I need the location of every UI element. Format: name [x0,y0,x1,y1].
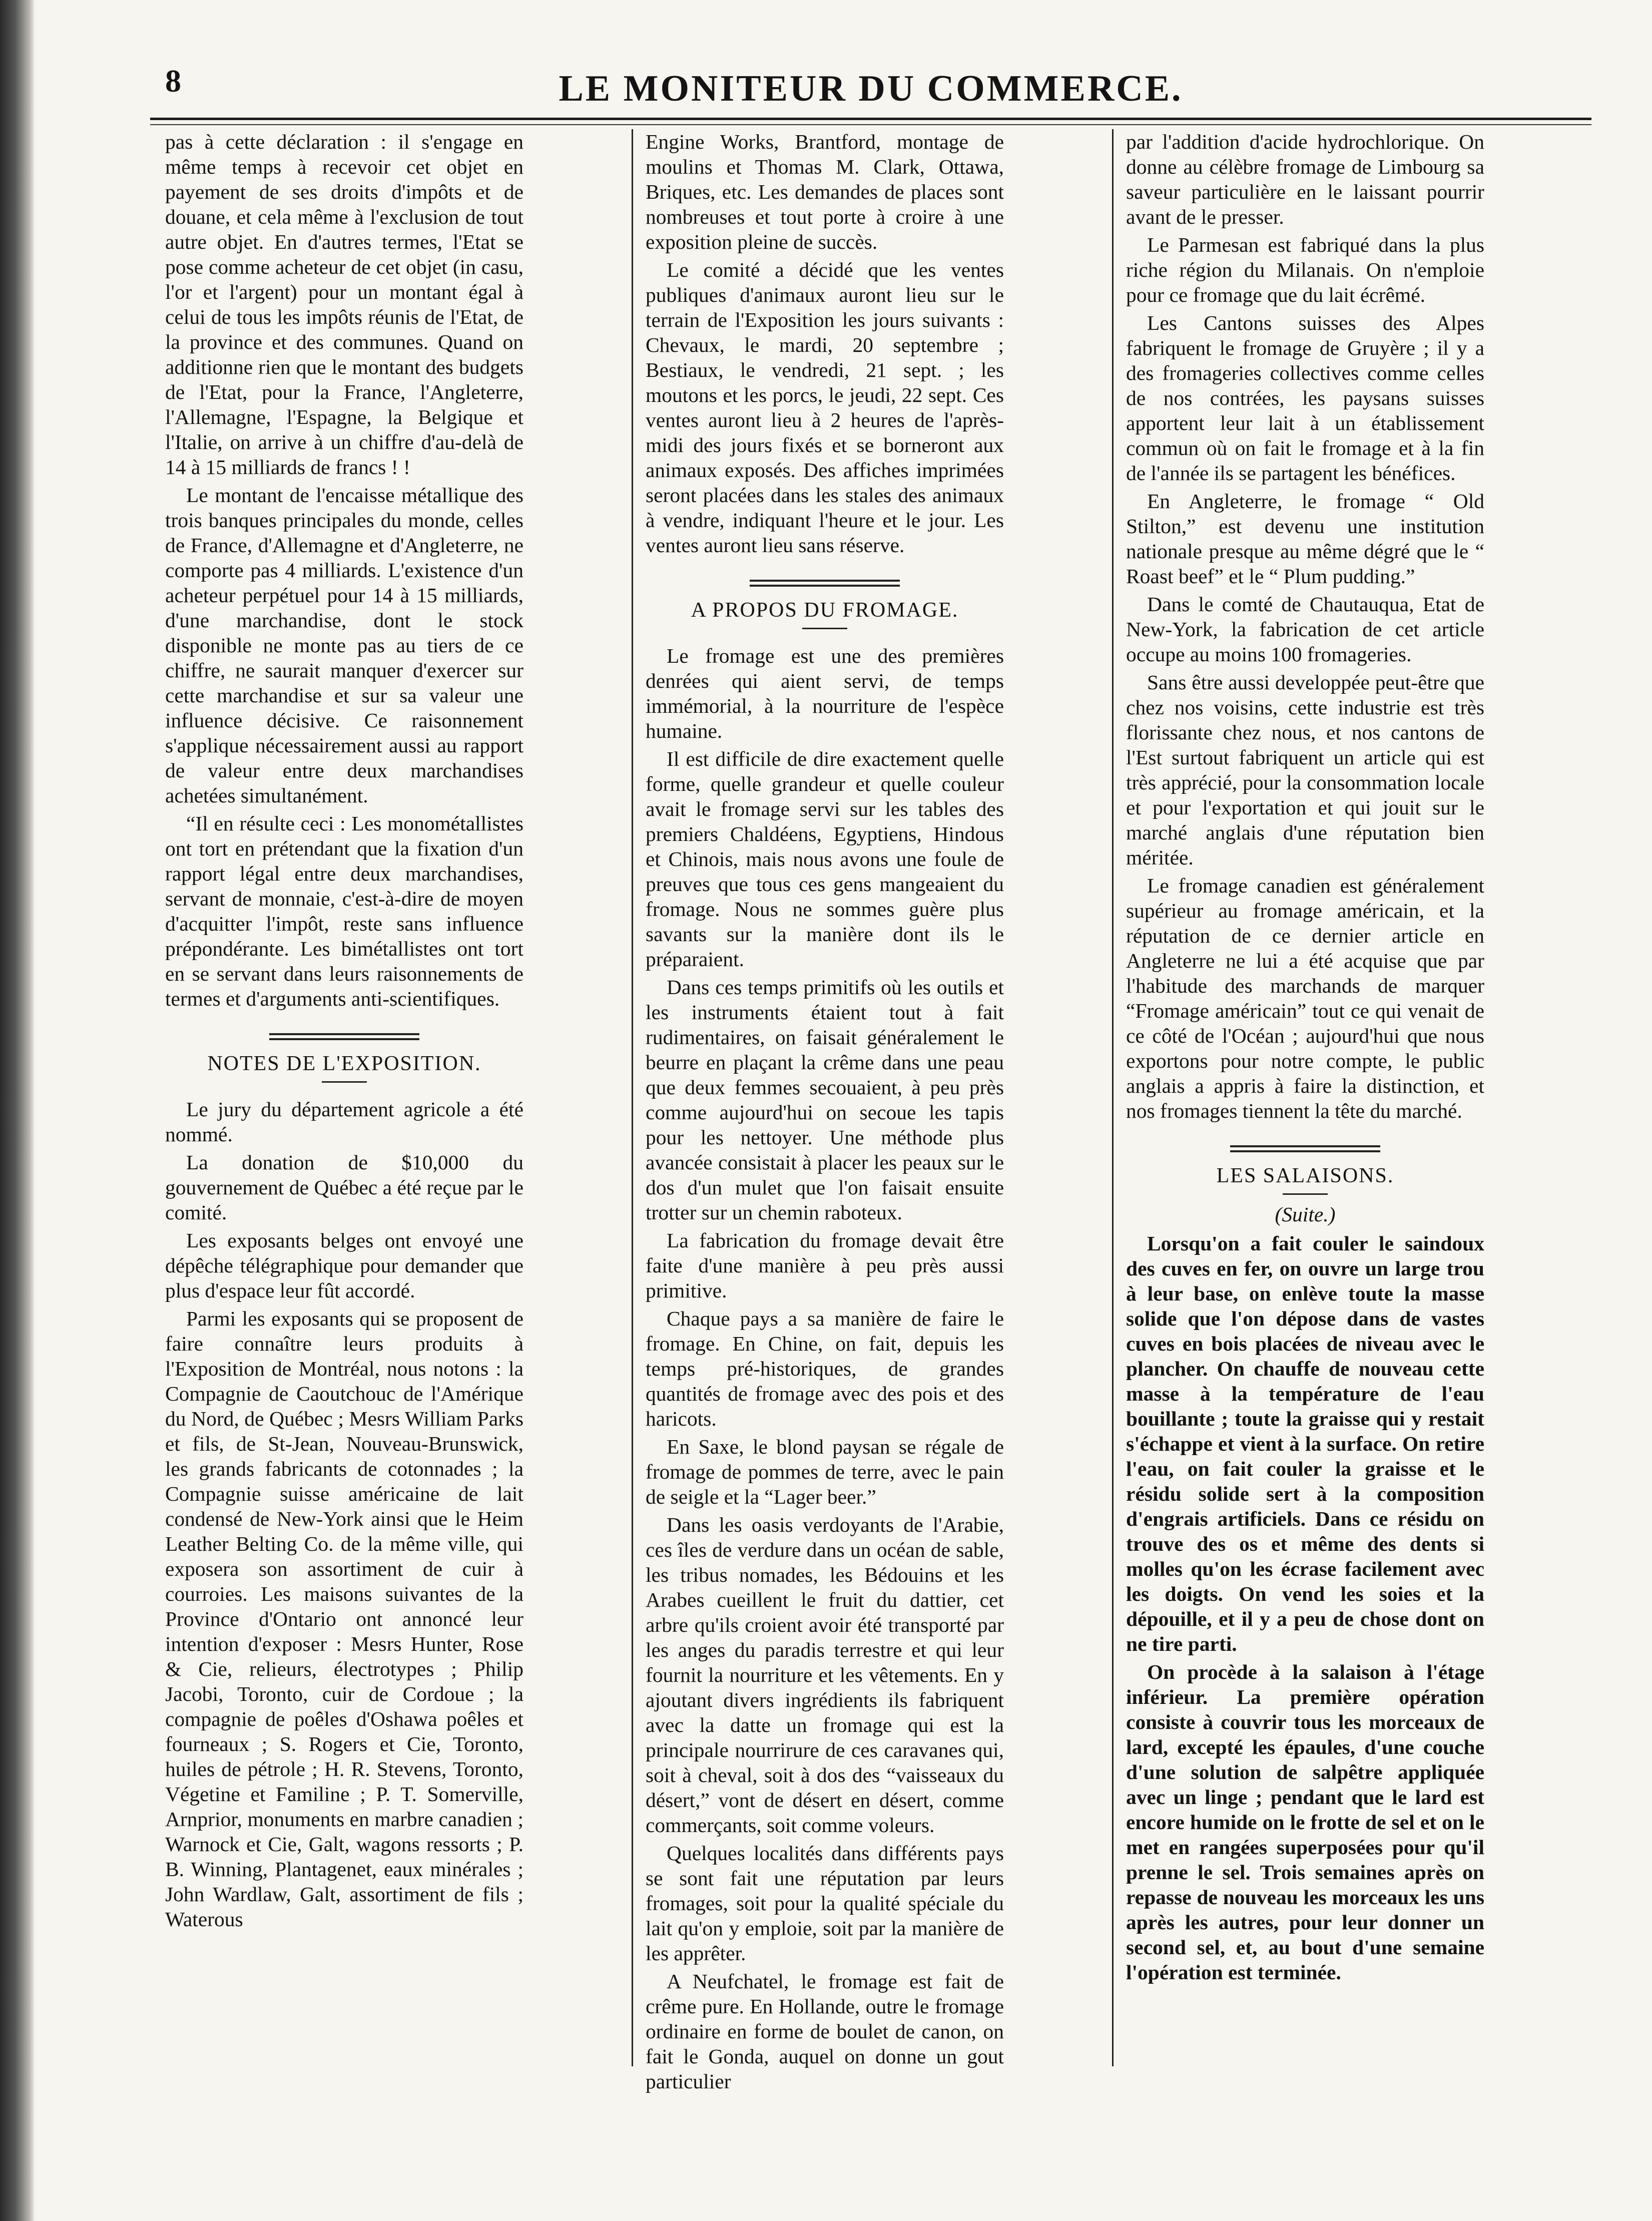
paragraph: En Saxe, le blond paysan se régale de fromage de pommes de terre, avec le pain de seigle et la “Lager beer.” [646,1435,1004,1508]
paragraph: Engine Works, Brantford, montage de moulins et Thomas M. Clark, Ottawa, Briques, etc. Les demandes de places sont nombreuses et tout porte à croire à une exposition pleine de succès. [646,130,1004,253]
paragraph: Le comité a décidé que les ventes publiques d'animaux auront lieu sur le terrain de l'Exposition les jours suivants : Chevaux, le mardi, 20 septembre ; Bestiaux, le vendredi, 21 sept. ; les moutons et les porcs, le jeudi, 22 sept. Ces ventes auront lieu à 2 heures de l'après-midi des jours fixés et se borneront aux animaux exposés. Des affiches imprimées seront placées dans les stales des animaux à vendre, indiquant l'heure et le jour. Les ventes auront lieu sans réserve. [646,258,1004,557]
title-underline [1283,1193,1328,1195]
section-divider [750,580,900,587]
paragraph: Il est difficile de dire exactement quelle forme, quelle grandeur et quelle couleur avait le fromage servi sur les tables des premiers Chaldéens, Egyptiens, Hindous et Chinois, mais nous avons une foule de preuves que tous ces gens mangeaient du fromage. Nous ne sommes guère plus savants sur la manière dont ils le préparaient. [646,747,1004,971]
paragraph: par l'addition d'acide hydrochlorique. On donne au célèbre fromage de Limbourg sa saveur particulière en le laissant pourrir avant de le presser. [1126,130,1484,228]
section-divider [269,1033,419,1040]
page-number: 8 [165,63,181,99]
paragraph: On procède à la salaison à l'étage inférieur. La première opération consiste à couvrir tous les morceaux de lard, excepté les épaules, d'une couche d'une solution de salpêtre appliquée avec un linge ; pendant que le lard est encore humide on le frotte de sel et on le met en rangées superposées pour qu'il prenne le sel. Trois semaines après on repasse de nouveau les morceaux les uns après les autres, pour leur donner un second sel, et, au bout d'une semaine l'opération est terminée. [1126,1660,1484,1984]
paragraph: Les exposants belges ont envoyé une dépêche télégraphique pour demander que plus d'espace leur fût accordé. [165,1229,523,1302]
section-divider [1230,1145,1380,1152]
header-rule-thin [150,124,1591,125]
paragraph: Les Cantons suisses des Alpes fabriquent le fromage de Gruyère ; il y a des fromageries collectives comme celles de nos contrées, les paysans suisses apportent leur lait à un établissement commun où on fait le fromage et à la fin de l'année ils se partagent les bénéfices. [1126,311,1484,485]
column-1 [165,129,523,2066]
paragraph: Le fromage canadien est généralement supérieur au fromage américain, et la réputation de ce dernier article en Angleterre ne lui a été acquise que par l'habitude des marchands de marquer “Fromage américain” tout ce qui venait de ce côté de l'Océan ; aujourd'hui que nous exportons pour notre compte, le public anglais a appris à faire la distinction, et nos fromages tiennent la tête du marché. [1126,874,1484,1122]
paragraph: Le fromage est une des premières denrées qui aient servi, de temps immémorial, à la nourriture de l'espèce humaine. [646,644,1004,742]
paragraph: Chaque pays a sa manière de faire le fromage. En Chine, on fait, depuis les temps pré-historiques, de grandes quantités de fromage avec des pois et des haricots. [646,1307,1004,1430]
paragraph: La fabrication du fromage devait être faite d'une manière à peu près aussi primitive. [646,1229,1004,1302]
paragraph: Le Parmesan est fabriqué dans la plus riche région du Milanais. On n'emploie pour ce fromage que du lait écrêmé. [1126,233,1484,306]
column-2 [646,129,1004,2093]
column-divider [1112,129,1114,2066]
paragraph: pas à cette déclaration : il s'engage en même temps à recevoir cet objet en payement de ses droits d'impôts et de douane, et cela même à l'exclusion de tout autre objet. En d'autres termes, l'Etat se pose comme acheteur de cet objet (in casu, l'or et l'argent) pour un montant égal à celui de tous les impôts réunis de l'Etat, de la province et des communes. Quand on additionne rien que le montant des budgets de l'Etat, pour la France, l'Angleterre, l'Allemagne, l'Espagne, la Belgique et l'Italie, on arrive à un chiffre d'au-delà de 14 à 15 milliards de francs ! ! [165,130,523,479]
paragraph: Dans ces temps primitifs où les outils et les instruments étaient tout à fait rudimentaires, on faisait généralement le beurre en plaçant la crême dans une peau que deux femmes secouaient, à peu près comme aujourd'hui on secoue les tapis pour les nettoyer. Une méthode plus avancée consistait à placer les peaux sur le dos d'un mulet que l'on faisait ensuite trotter sur un chemin raboteux. [646,976,1004,1224]
column-3 [1126,129,1484,2066]
paragraph: Sans être aussi developpée peut-être que chez nos voisins, cette industrie est très florissante chez nous, et nos cantons de l'Est surtout fabriquent un article qui est très apprécié, pour la consommation locale et pour l'exportation et qui jouit sur le marché anglais d'une réputation bien méritée. [1126,671,1484,869]
paragraph: La donation de $10,000 du gouvernement de Québec a été reçue par le comité. [165,1151,523,1224]
paragraph: En Angleterre, le fromage “ Old Stilton,” est devenu une institution nationale presque au même dégré que le “ Roast beef” et le “ Plum pudding.” [1126,490,1484,588]
paragraph: Parmi les exposants qui se proposent de faire connaître leurs produits à l'Exposition de Montréal, nous notons : la Compagnie de Caoutchouc de l'Amérique du Nord, de Québec ; Mesrs William Parks et fils, de St-Jean, Nouveau-Brunswick, les grands fabricants de cotonnades ; la Compagnie suisse américaine de lait condensé de New-York ainsi que le Heim Leather Belting Co. de la même ville, qui exposera son assortiment de cuir à courroies. Les maisons suivantes de la Province d'Ontario ont annoncé leur intention d'exposer : Mesrs Hunter, Rose & Cie, relieurs, électrotypes ; Philip Jacobi, Toronto, cuir de Cordoue ; la compagnie de poêles d'Oshawa poêles et fourneaux ; S. Rogers et Cie, Toronto, huiles de pétrole ; H. R. Stevens, Toronto, Végetine et Familine ; P. T. Somerville, Arnprior, monuments en marbre canadien ; Warnock et Cie, Galt, wagons ressorts ; P. B. Winning, Plantagenet, eaux minérales ; John Wardlaw, Galt, assortiment de fils ; Waterous [165,1307,523,1931]
paragraph: Dans les oasis verdoyants de l'Arabie, ces îles de verdure dans un océan de sable, les tribus nomades, les Bédouins et les Arabes cueillent le fruit du dattier, cet arbre qu'ils croient avoir été transporté par les anges du paradis terrestre et qui leur fournit la nourriture et les vêtements. En y ajoutant divers ingrédients ils fabriquent avec la datte un fromage qui est la principale nourrirure de ces caravanes qui, soit à cheval, soit à dos des “vaisseaux du désert,” vont de désert en désert, comme commerçants, soit comme voleurs. [646,1513,1004,1837]
paragraph: Quelques localités dans différents pays se sont fait une réputation par leurs fromages, soit pour la qualité spéciale du lait qu'on y emploie, soit par la manière de les apprêter. [646,1842,1004,1965]
section-title-salaisons: LES SALAISONS. [1216,1164,1394,1187]
paragraph: Dans le comté de Chautauqua, Etat de New-York, la fabrication de cet article occupe au moins 100 fromageries. [1126,593,1484,666]
paragraph: Le jury du département agricole a été nommé. [165,1098,523,1146]
column-divider [632,129,633,2066]
title-underline [802,628,847,629]
title-underline [322,1081,367,1083]
masthead-title: LE MONITEUR DU COMMERCE. [559,68,1183,109]
section-title-fromage: A PROPOS DU FROMAGE. [691,599,959,622]
paragraph: “Il en résulte ceci : Les monométallistes ont tort en prétendant que la fixation d'un rapport légal entre deux marchandises, servant de monnaie, c'est-à-dire de moyen d'acquitter l'impôt, reste sans influence prépondérante. Les bimétallistes ont tort en se servant dans leurs raisonnements de termes et d'arguments anti-scientifiques. [165,812,523,1010]
paragraph: Le montant de l'encaisse métallique des trois banques principales du monde, celles de France, d'Allemagne et d'Angleterre, ne comporte pas 4 milliards. L'existence d'un acheteur perpétuel pour 14 à 15 milliards, d'une marchandise, dont le stock disponible ne monte pas au tiers de ce chiffre, ne saurait manquer d'exercer sur cette marchandise et sur sa valeur une influence décisive. Ce raisonnement s'applique nécessairement aussi au rapport de valeur entre deux marchandises achetées simultanément. [165,484,523,807]
section-subtitle: (Suite.) [1275,1203,1336,1226]
paragraph: A Neufchatel, le fromage est fait de crême pure. En Hollande, outre le fromage ordinaire en forme de boulet de canon, on fait le Gonda, auquel on donne un gout particulier [646,1970,1004,2093]
page-header [150,63,1591,118]
section-title-exposition: NOTES DE L'EXPOSITION. [207,1052,481,1075]
paragraph: Lorsqu'on a fait couler le saindoux des cuves en fer, on ouvre un large trou à leur base, on enlève toute la masse solide que l'on dépose dans de vastes cuves en bois placées de niveau avec le plancher. On chauffe de nouveau cette masse à la température de l'eau bouillante ; toute la graisse qui y restait s'échappe et vient à la surface. On retire l'eau, on fait couler la graisse et le résidu solide sert à la composition d'engrais artificiels. Dans ce résidu on trouve des os et même des dents si molles qu'on les écrase facilement avec les doigts. On vend les soies et la dépouille, et il y a peu de chose dont on ne tire parti. [1126,1232,1484,1655]
header-rule [150,118,1591,120]
scan-edge-shadow [0,0,35,2221]
